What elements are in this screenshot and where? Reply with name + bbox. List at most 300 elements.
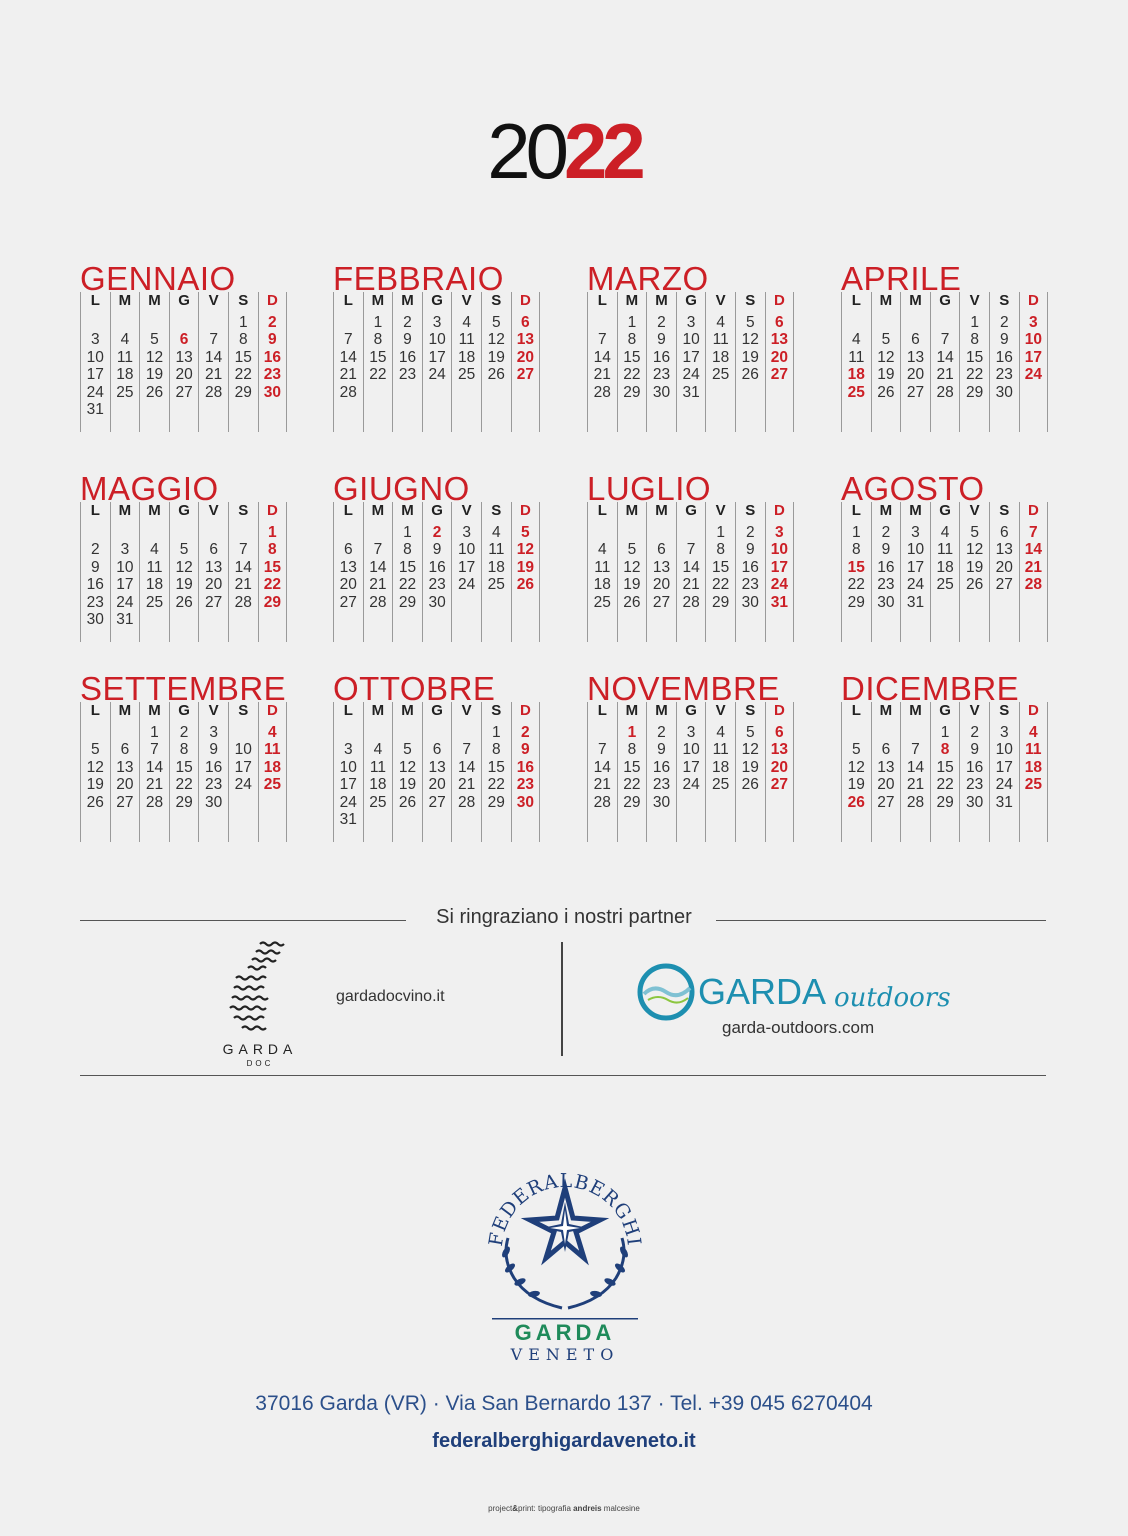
weekday-header: M — [148, 702, 161, 719]
day-cell — [229, 794, 258, 811]
weekday-column — [959, 292, 989, 432]
day-cell: 27 — [906, 383, 925, 401]
day-cell: 8 — [627, 331, 637, 349]
day-cell — [259, 401, 287, 418]
weekday-header: V — [208, 702, 219, 719]
day-cell: 10 — [682, 741, 700, 759]
day-cell: 27 — [428, 793, 446, 811]
weekday-header: V — [715, 292, 726, 309]
day-cell: 14 — [936, 348, 954, 366]
day-cell: 8 — [491, 741, 501, 759]
day-cell — [452, 594, 481, 611]
day-cell: 17 — [234, 758, 252, 776]
weekday-header: M — [401, 292, 414, 309]
website-link[interactable]: federalberghigardaveneto.it — [432, 1430, 696, 1452]
weekday-header: L — [851, 292, 861, 309]
weekday-column — [333, 702, 363, 842]
weekday-column — [169, 702, 199, 842]
day-cell: 14 — [145, 758, 164, 776]
day-cell: 30 — [428, 593, 446, 611]
day-cell: 27 — [770, 776, 788, 794]
day-cell: 26 — [86, 793, 104, 811]
day-cell: 11 — [1025, 741, 1042, 759]
day-cell: 21 — [145, 776, 164, 794]
weekday-column — [676, 502, 706, 642]
weekday-header: M — [655, 702, 668, 719]
day-cell: 13 — [770, 331, 788, 349]
day-cell: 1 — [627, 314, 637, 331]
day-cell: 1 — [970, 314, 979, 331]
day-cell: 4 — [491, 524, 501, 541]
month-block — [587, 668, 802, 842]
day-cell: 29 — [623, 383, 641, 401]
weekday-header: V — [715, 702, 726, 719]
day-cell — [588, 524, 617, 541]
weekday-column — [422, 292, 452, 432]
day-cell: 7 — [209, 331, 218, 349]
day-cell: 21 — [339, 366, 357, 384]
day-cell: 3 — [462, 524, 471, 541]
day-cell: 5 — [90, 741, 100, 759]
day-cell — [140, 611, 169, 628]
day-cell: 13 — [995, 541, 1013, 559]
day-cell: 2 — [999, 314, 1009, 331]
month-block — [841, 258, 1056, 432]
day-cell: 9 — [403, 331, 412, 349]
day-cell — [170, 524, 199, 541]
day-cell: 25 — [712, 366, 730, 384]
day-cell: 16 — [263, 348, 281, 366]
day-cell: 21 — [234, 576, 252, 594]
day-cell: 2 — [970, 724, 979, 741]
day-cell: 16 — [205, 758, 223, 776]
day-cell: 8 — [627, 741, 637, 759]
month-name: DICEMBRE — [841, 670, 1020, 702]
day-cell — [334, 314, 363, 331]
garda-outdoors-logo-script: outdoors — [834, 983, 951, 1013]
day-cell: 23 — [966, 776, 984, 794]
day-cell: 3 — [686, 314, 696, 331]
day-cell: 9 — [268, 331, 277, 349]
month-days — [841, 502, 1056, 642]
day-cell — [452, 811, 481, 828]
weekday-header: D — [773, 702, 785, 719]
month-block — [841, 468, 1056, 642]
weekday-header: D — [519, 502, 531, 519]
weekday-header: G — [685, 702, 697, 719]
day-cell: 11 — [712, 741, 729, 759]
day-cell: 18 — [116, 366, 134, 384]
day-cell: 1 — [373, 314, 383, 331]
weekday-column — [392, 502, 422, 642]
day-cell: 20 — [995, 558, 1013, 576]
day-cell: 4 — [120, 331, 130, 349]
day-cell: 1 — [716, 524, 725, 541]
weekday-column — [1019, 502, 1049, 642]
day-cell: 15 — [487, 758, 505, 776]
day-cell: 14 — [205, 348, 223, 366]
weekday-header: S — [491, 502, 502, 519]
day-cell: 17 — [682, 348, 700, 366]
day-cell: 21 — [906, 776, 925, 794]
day-cell: 26 — [966, 576, 984, 594]
weekday-column — [617, 702, 647, 842]
day-cell — [140, 524, 169, 541]
day-cell: 4 — [851, 331, 861, 349]
day-cell: 10 — [458, 541, 476, 559]
weekday-header: L — [597, 702, 607, 719]
federalberghi-name-veneto: VENETO — [510, 1345, 620, 1362]
day-cell: 2 — [268, 314, 277, 331]
day-cell: 6 — [343, 541, 353, 559]
day-cell: 9 — [209, 741, 218, 759]
day-cell — [229, 524, 258, 541]
day-cell: 28 — [145, 793, 164, 811]
weekday-column — [1019, 292, 1049, 432]
day-cell: 30 — [995, 383, 1013, 401]
day-cell: 15 — [369, 348, 387, 366]
weekday-header: D — [1027, 502, 1039, 519]
day-cell: 17 — [428, 348, 446, 366]
month-name: MAGGIO — [80, 470, 219, 502]
day-cell: 29 — [263, 593, 281, 611]
weekday-header: G — [178, 292, 190, 309]
day-cell: 30 — [966, 793, 984, 811]
day-cell: 24 — [458, 576, 476, 594]
weekday-header: L — [343, 702, 353, 719]
day-cell: 31 — [906, 593, 925, 611]
day-cell: 30 — [263, 383, 281, 401]
day-cell: 3 — [999, 724, 1009, 741]
day-cell: 29 — [847, 593, 865, 611]
weekday-header: M — [879, 502, 893, 519]
day-cell — [736, 384, 765, 401]
day-cell: 14 — [593, 348, 611, 366]
month-days — [333, 292, 548, 432]
day-cell: 1 — [491, 724, 501, 741]
day-cell — [736, 794, 765, 811]
day-cell — [364, 724, 393, 741]
day-cell — [931, 594, 960, 611]
day-cell: 25 — [263, 776, 281, 794]
day-cell — [334, 724, 363, 741]
day-cell — [111, 524, 140, 541]
day-cell: 26 — [877, 383, 895, 401]
day-cell: 10 — [995, 741, 1013, 759]
day-cell: 29 — [936, 793, 954, 811]
weekday-header: S — [238, 702, 249, 719]
weekday-column — [871, 292, 901, 432]
day-cell: 19 — [175, 576, 193, 594]
day-cell: 28 — [339, 383, 357, 401]
day-cell: 8 — [179, 741, 189, 759]
weekday-column — [841, 702, 871, 842]
weekday-column — [363, 702, 393, 842]
weekday-header: M — [625, 702, 639, 719]
day-cell: 24 — [1024, 366, 1042, 384]
weekday-column — [989, 502, 1019, 642]
day-cell: 16 — [428, 558, 446, 576]
weekday-header: S — [745, 502, 756, 519]
day-cell: 11 — [116, 348, 133, 366]
weekday-header: M — [118, 502, 132, 519]
federalberghi-arc-text: FEDERALBERGHI — [484, 1169, 645, 1248]
day-cell: 14 — [458, 758, 476, 776]
month-days — [80, 502, 295, 642]
weekday-column — [900, 702, 930, 842]
weekday-column — [258, 702, 288, 842]
weekday-header: G — [939, 702, 951, 719]
weekday-column — [481, 502, 511, 642]
weekday-column — [198, 292, 228, 432]
day-cell: 6 — [120, 741, 130, 759]
weekday-column — [110, 292, 140, 432]
weekday-header: V — [969, 502, 980, 519]
day-cell: 2 — [432, 524, 442, 541]
day-cell: 30 — [741, 593, 759, 611]
day-cell: 4 — [716, 314, 725, 331]
day-cell: 13 — [770, 741, 788, 759]
weekday-column — [587, 702, 617, 842]
day-cell: 25 — [116, 383, 134, 401]
day-cell: 7 — [238, 541, 248, 559]
weekday-column — [900, 502, 930, 642]
weekday-header: M — [118, 702, 132, 719]
day-cell — [81, 524, 110, 541]
day-cell: 31 — [682, 383, 700, 401]
weekday-header: S — [745, 702, 756, 719]
day-cell: 19 — [145, 366, 164, 384]
weekday-column — [765, 292, 795, 432]
day-cell: 13 — [652, 558, 671, 576]
month-name: LUGLIO — [587, 470, 712, 502]
day-cell: 27 — [770, 366, 788, 384]
month-name: SETTEMBRE — [80, 670, 287, 702]
weekday-header: D — [1027, 292, 1039, 309]
day-cell: 22 — [398, 576, 417, 594]
day-cell: 12 — [487, 331, 505, 349]
weekday-header: M — [371, 292, 385, 309]
weekday-header: V — [969, 292, 980, 309]
month-days — [587, 502, 802, 642]
weekday-header: S — [999, 502, 1010, 519]
day-cell — [512, 811, 540, 828]
day-cell: 5 — [851, 741, 861, 759]
day-cell: 8 — [268, 541, 277, 559]
day-cell: 5 — [521, 524, 530, 541]
day-cell: 10 — [682, 331, 700, 349]
month-name: OTTOBRE — [333, 670, 496, 702]
day-cell — [706, 384, 735, 401]
day-cell: 1 — [150, 724, 159, 741]
day-cell: 21 — [682, 576, 700, 594]
garda-doc-url: gardadocvino.it — [336, 988, 445, 1005]
day-cell: 17 — [339, 776, 357, 794]
day-cell — [512, 384, 540, 401]
day-cell — [170, 314, 199, 331]
month-days — [587, 702, 802, 842]
day-cell: 17 — [458, 558, 476, 576]
day-cell: 17 — [770, 558, 788, 576]
day-cell: 22 — [487, 776, 505, 794]
day-cell — [111, 724, 140, 741]
day-cell — [229, 611, 258, 628]
day-cell: 7 — [686, 541, 696, 559]
day-cell: 12 — [175, 558, 193, 576]
day-cell: 27 — [652, 593, 671, 611]
weekday-column — [198, 702, 228, 842]
day-cell: 20 — [906, 366, 925, 384]
contact-address: 37016 Garda (VR) · Via San Bernardo 137 · Tel. +39 045 6270404 — [255, 1392, 873, 1415]
day-cell: 24 — [682, 366, 700, 384]
day-cell: 11 — [458, 331, 475, 349]
day-cell: 24 — [770, 576, 788, 594]
weekday-column — [80, 702, 110, 842]
weekday-column — [169, 502, 199, 642]
day-cell: 13 — [175, 348, 193, 366]
weekday-column — [258, 292, 288, 432]
garda-outdoors-logo-main: GARDA — [698, 971, 827, 1012]
day-cell: 24 — [86, 383, 104, 401]
day-cell: 16 — [86, 576, 104, 594]
day-cell: 19 — [877, 366, 895, 384]
year-part-black: 20 — [487, 107, 564, 195]
weekday-header: D — [266, 292, 278, 309]
day-cell: 6 — [209, 541, 218, 559]
partners-vertical-separator — [561, 942, 563, 1056]
day-cell: 30 — [516, 793, 534, 811]
day-cell: 16 — [516, 758, 534, 776]
weekday-column — [363, 502, 393, 642]
month-block — [587, 258, 802, 432]
weekday-column — [646, 702, 676, 842]
day-cell: 6 — [432, 741, 442, 759]
day-cell: 31 — [339, 810, 357, 828]
day-cell: 9 — [999, 331, 1009, 349]
day-cell: 7 — [462, 741, 471, 759]
day-cell: 15 — [936, 758, 954, 776]
day-cell: 9 — [745, 541, 755, 559]
day-cell: 25 — [1024, 776, 1042, 794]
day-cell — [766, 384, 794, 401]
weekday-header: M — [655, 502, 668, 519]
day-cell: 25 — [593, 593, 611, 611]
day-cell: 5 — [745, 724, 755, 741]
day-cell: 20 — [339, 576, 357, 594]
weekday-header: L — [90, 292, 100, 309]
day-cell — [931, 314, 960, 331]
weekday-header: G — [431, 292, 443, 309]
day-cell: 15 — [175, 758, 193, 776]
day-cell: 27 — [516, 366, 534, 384]
day-cell: 19 — [398, 776, 417, 794]
day-cell: 11 — [937, 541, 954, 559]
day-cell: 12 — [741, 741, 759, 759]
day-cell: 20 — [652, 576, 671, 594]
day-cell — [199, 524, 228, 541]
day-cell: 20 — [516, 348, 534, 366]
weekday-header: V — [715, 502, 726, 519]
partners-title: Si ringraziano i nostri partner — [0, 906, 1128, 929]
day-cell: 3 — [1029, 314, 1038, 331]
day-cell — [901, 314, 930, 331]
day-cell — [334, 524, 363, 541]
day-cell: 18 — [263, 758, 281, 776]
weekday-column — [765, 702, 795, 842]
month-block — [80, 258, 295, 432]
weekday-header: M — [625, 292, 639, 309]
day-cell: 10 — [770, 541, 788, 559]
day-cell: 26 — [145, 383, 164, 401]
day-cell: 3 — [209, 724, 218, 741]
day-cell: 26 — [398, 793, 417, 811]
day-cell — [111, 401, 140, 418]
weekday-column — [930, 292, 960, 432]
day-cell: 27 — [877, 793, 895, 811]
day-cell: 28 — [906, 793, 925, 811]
day-cell: 24 — [234, 776, 252, 794]
weekday-column — [139, 502, 169, 642]
day-cell: 4 — [597, 541, 607, 559]
weekday-column — [139, 702, 169, 842]
day-cell: 17 — [682, 758, 700, 776]
day-cell: 22 — [175, 776, 193, 794]
weekday-column — [765, 502, 795, 642]
day-cell: 8 — [851, 541, 861, 559]
day-cell: 11 — [712, 331, 729, 349]
day-cell: 16 — [652, 348, 671, 366]
day-cell: 3 — [911, 524, 920, 541]
partners-bottom-divider — [80, 1075, 1046, 1076]
day-cell — [1020, 594, 1048, 611]
day-cell: 16 — [995, 348, 1013, 366]
day-cell — [81, 724, 110, 741]
day-cell: 24 — [339, 793, 357, 811]
day-cell — [512, 594, 540, 611]
day-cell — [1020, 794, 1048, 811]
weekday-header: S — [745, 292, 756, 309]
day-cell — [364, 811, 393, 828]
day-cell: 6 — [775, 724, 784, 741]
day-cell: 11 — [594, 558, 611, 576]
weekday-column — [930, 702, 960, 842]
day-cell: 22 — [369, 366, 387, 384]
day-cell: 18 — [847, 366, 865, 384]
day-cell: 24 — [995, 776, 1013, 794]
day-cell: 18 — [1024, 758, 1042, 776]
weekday-header: M — [879, 702, 893, 719]
day-cell: 2 — [90, 541, 100, 559]
weekday-header: M — [401, 702, 414, 719]
day-cell: 23 — [263, 366, 281, 384]
weekday-column — [646, 292, 676, 432]
day-cell: 5 — [745, 314, 755, 331]
day-cell: 2 — [179, 724, 189, 741]
weekday-column — [228, 702, 258, 842]
day-cell: 23 — [741, 576, 759, 594]
day-cell — [482, 811, 511, 828]
day-cell — [393, 811, 422, 828]
day-cell — [81, 314, 110, 331]
day-cell: 16 — [877, 558, 895, 576]
day-cell: 13 — [877, 758, 895, 776]
day-cell: 4 — [1029, 724, 1038, 741]
day-cell: 15 — [234, 348, 252, 366]
day-cell: 13 — [205, 558, 223, 576]
day-cell: 12 — [145, 348, 164, 366]
day-cell: 10 — [116, 558, 134, 576]
month-block — [841, 668, 1056, 842]
